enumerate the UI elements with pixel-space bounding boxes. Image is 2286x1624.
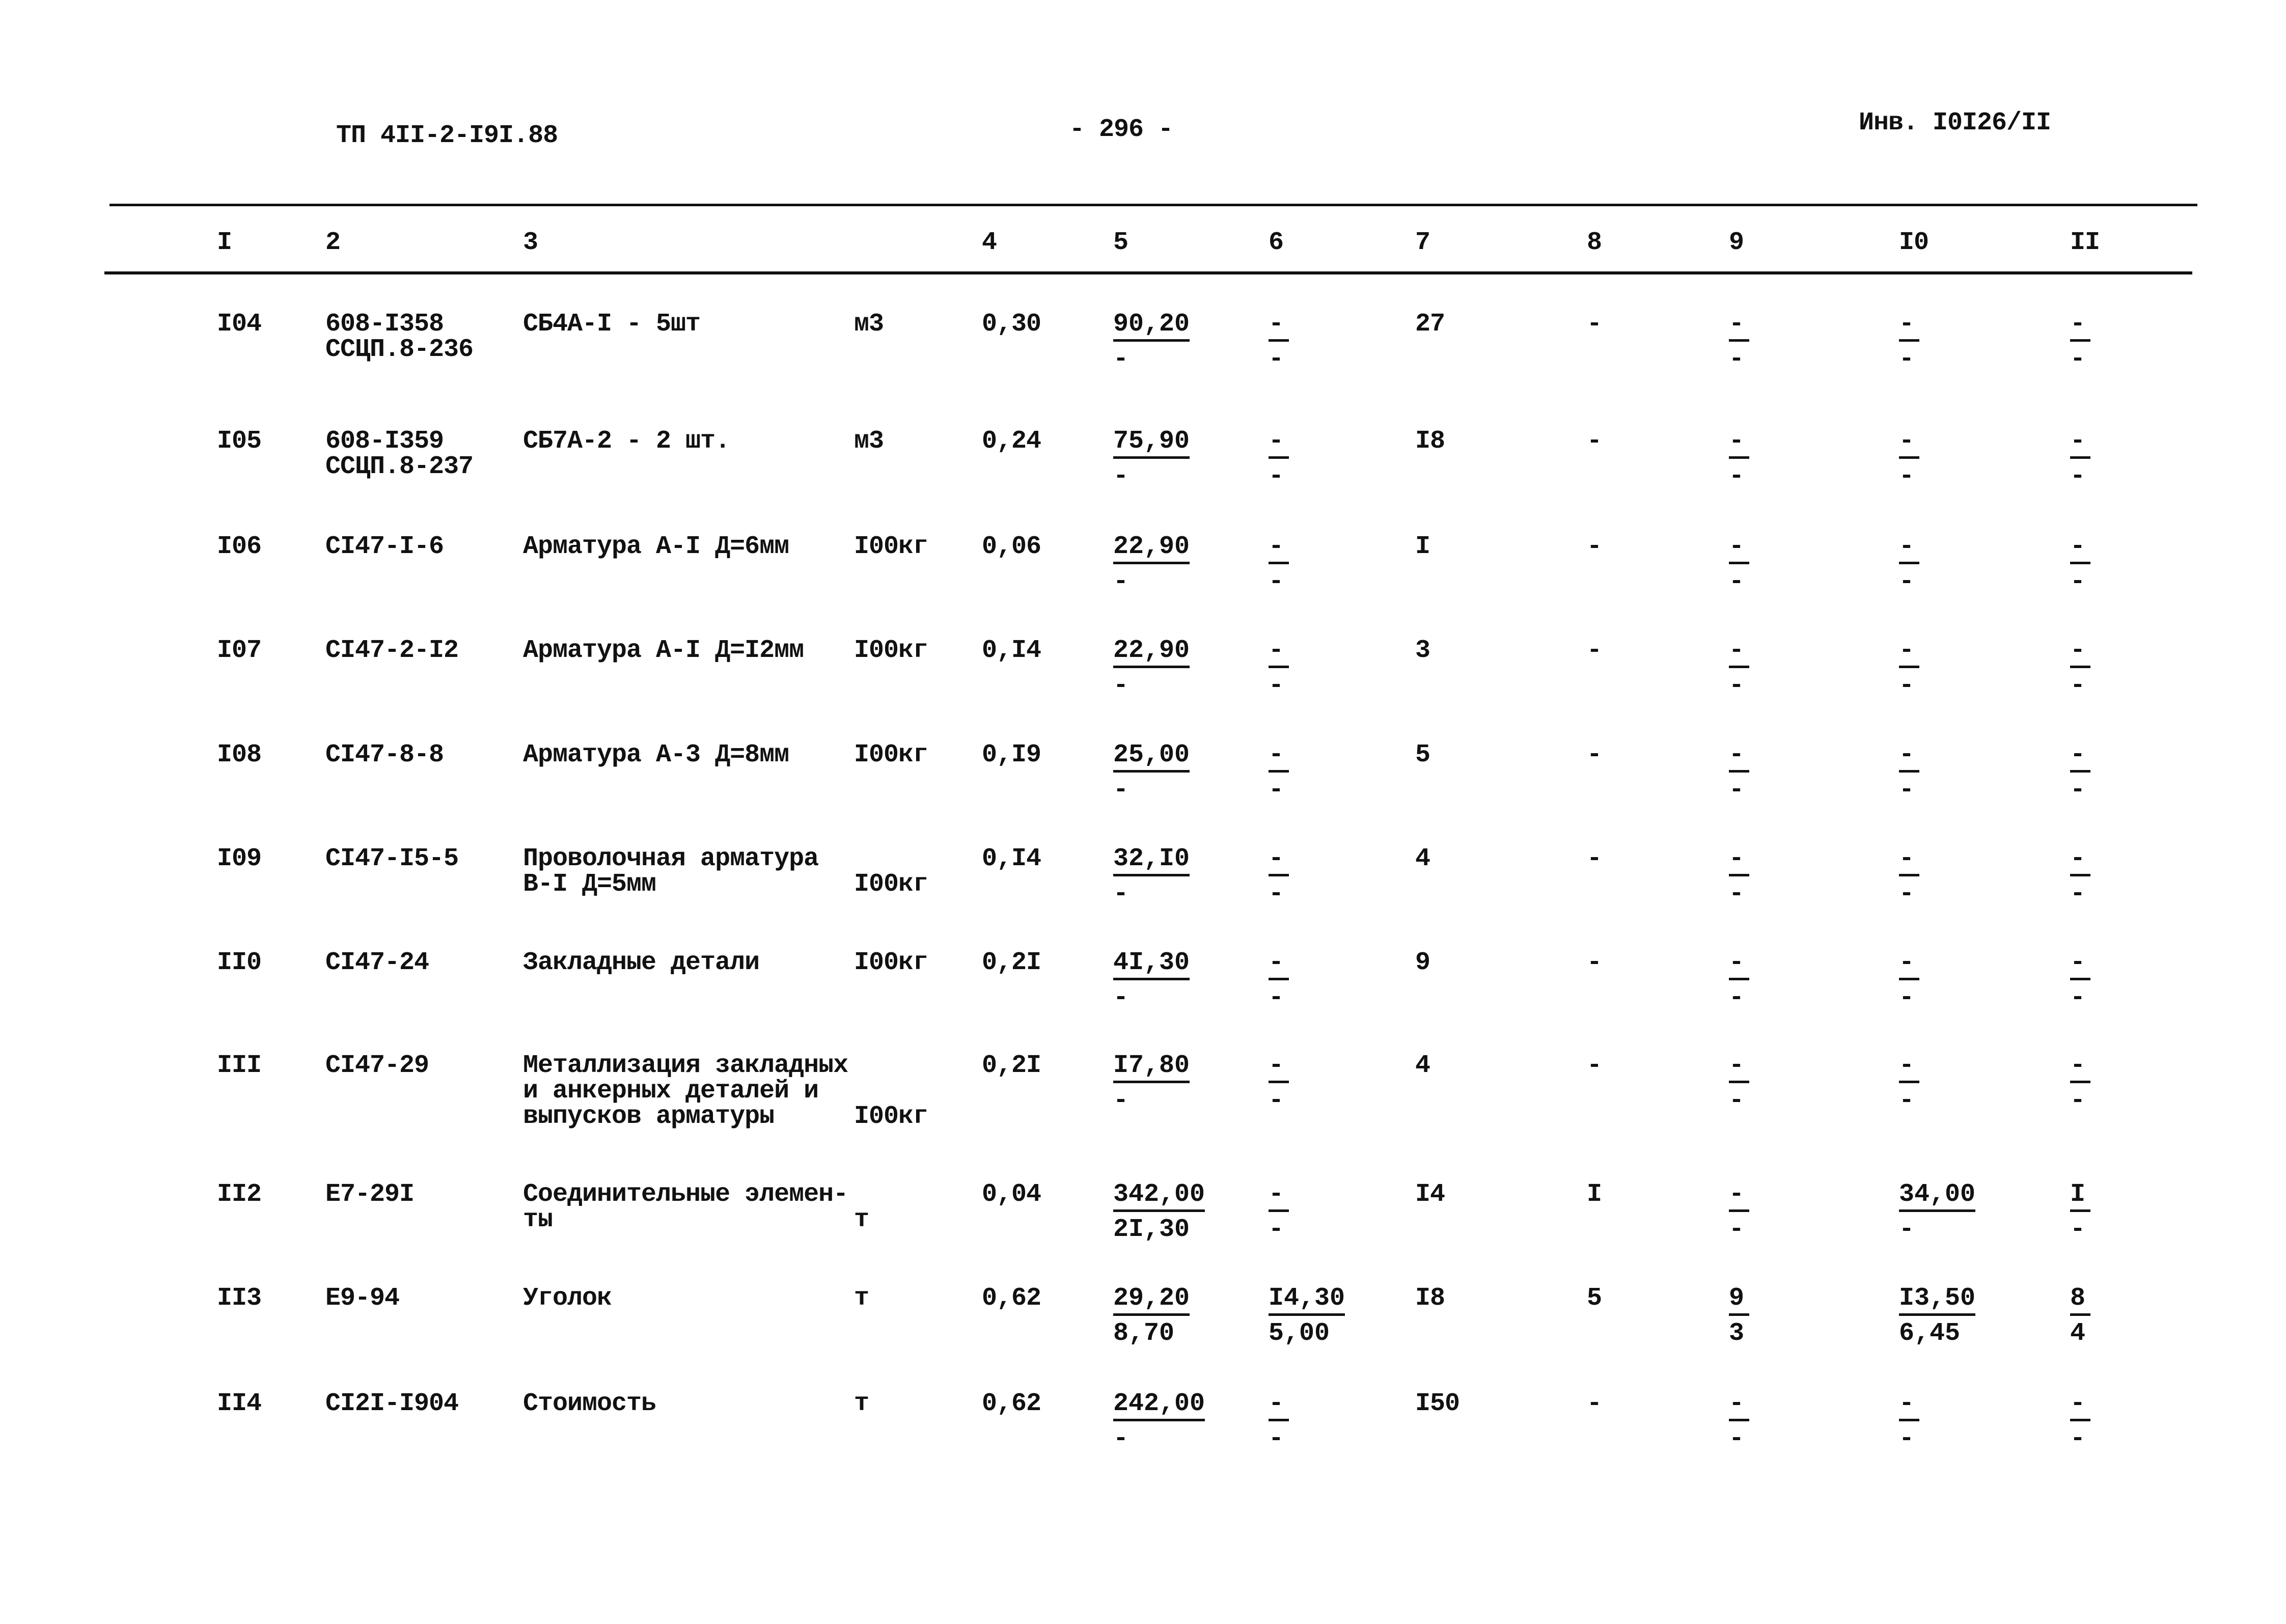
unit-cost-numerator: 22,90	[1113, 637, 1190, 668]
col11-value	[2070, 741, 2090, 804]
column-header-9: 9	[1729, 228, 1744, 257]
norm-code: CI47-I-6	[325, 532, 444, 561]
col8-value: -	[1587, 427, 1602, 456]
col6-value	[1269, 1181, 1289, 1244]
col9-value	[1729, 1285, 1749, 1347]
col10-value-numerator: 34,00	[1899, 1181, 1975, 1212]
work-description: Проволочная арматура	[523, 844, 819, 873]
col7-value: I8	[1415, 427, 1445, 456]
col6-value-numerator: -	[1269, 1390, 1289, 1421]
col11-value-numerator: -	[2070, 1052, 2090, 1083]
col6-value	[1269, 949, 1289, 1012]
col9-value-numerator: -	[1729, 1052, 1749, 1083]
unit-cost-denominator: -	[1113, 671, 1129, 700]
quantity: 0,2I	[982, 1051, 1041, 1080]
col9-value-denominator: -	[1729, 983, 1745, 1012]
column-header-5: 5	[1113, 228, 1128, 257]
norm-code: CI47-24	[325, 948, 429, 977]
col11-value-denominator: -	[2070, 879, 2086, 909]
col6-value-denominator: -	[1269, 879, 1284, 909]
col11-value	[2070, 1285, 2090, 1347]
col11-value-denominator: -	[2070, 776, 2086, 805]
unit-cost-numerator: 29,20	[1113, 1285, 1190, 1316]
col7-value: 4	[1415, 844, 1430, 873]
row-number: II2	[217, 1180, 262, 1209]
col6-value	[1269, 845, 1289, 908]
col10-value-numerator: -	[1899, 428, 1919, 459]
col10-value	[1899, 1181, 1975, 1244]
norm-code: CI47-8-8	[325, 740, 444, 769]
col10-value	[1899, 533, 1919, 596]
col6-value-denominator: -	[1269, 776, 1284, 805]
col11-value-denominator: -	[2070, 567, 2086, 596]
col11-value-numerator: -	[2070, 637, 2090, 668]
col10-value-denominator: -	[1899, 671, 1915, 700]
row-number: I04	[217, 310, 262, 339]
col7-value: I8	[1415, 1284, 1445, 1313]
unit-cost-numerator: I7,80	[1113, 1052, 1190, 1083]
unit: I00кг	[854, 870, 928, 899]
work-description: и анкерных деталей и	[523, 1077, 819, 1106]
col9-value-numerator: -	[1729, 1181, 1749, 1212]
col9-value	[1729, 428, 1749, 490]
unit-cost-denominator: 2I,30	[1113, 1215, 1190, 1244]
unit-cost-denominator: -	[1113, 879, 1129, 909]
unit-cost-denominator: 8,70	[1113, 1319, 1175, 1348]
col10-value-numerator: -	[1899, 533, 1919, 564]
col9-value-denominator: 3	[1729, 1319, 1745, 1348]
col11-value-denominator: -	[2070, 671, 2086, 700]
col10-value-denominator: -	[1899, 345, 1915, 374]
col9-value	[1729, 637, 1749, 700]
col7-value: 9	[1415, 948, 1430, 977]
unit-cost	[1113, 845, 1190, 908]
col9-value-denominator: -	[1729, 1215, 1745, 1244]
col7-value: 4	[1415, 1051, 1430, 1080]
col9-value-numerator: -	[1729, 311, 1749, 342]
col10-value	[1899, 949, 1919, 1012]
col8-value: -	[1587, 532, 1602, 561]
column-header-6: 6	[1269, 228, 1284, 257]
work-description: В-I Д=5мм	[523, 870, 656, 899]
col11-value-denominator: -	[2070, 983, 2086, 1012]
unit: м3	[854, 310, 884, 339]
col6-value-denominator: -	[1269, 671, 1284, 700]
col10-value-numerator: -	[1899, 845, 1919, 876]
col6-value	[1269, 637, 1289, 700]
row-number: II4	[217, 1389, 262, 1418]
unit-cost	[1113, 1181, 1205, 1244]
col9-value	[1729, 1390, 1749, 1453]
col6-value-numerator: -	[1269, 949, 1289, 980]
col6-value-numerator: -	[1269, 311, 1289, 342]
unit-cost-numerator: 22,90	[1113, 533, 1190, 564]
work-description: Арматура А-3 Д=8мм	[523, 740, 789, 769]
col9-value-numerator: -	[1729, 533, 1749, 564]
col6-value-denominator: -	[1269, 1215, 1284, 1244]
col6-value-numerator: -	[1269, 428, 1289, 459]
unit-cost	[1113, 428, 1190, 490]
table-header-border	[104, 271, 2192, 274]
col11-value-numerator: -	[2070, 1390, 2090, 1421]
unit: т	[854, 1205, 869, 1234]
unit-cost-denominator: -	[1113, 1424, 1129, 1453]
col10-value-numerator: I3,50	[1899, 1285, 1975, 1316]
norm-code: ССЦП.8-236	[325, 335, 474, 364]
col8-value: 5	[1587, 1284, 1602, 1313]
col10-value	[1899, 311, 1919, 373]
unit: м3	[854, 427, 884, 456]
quantity: 0,30	[982, 310, 1041, 339]
work-description: Соединительные элемен-	[523, 1180, 848, 1209]
unit-cost-denominator: -	[1113, 567, 1129, 596]
row-number: II3	[217, 1284, 262, 1313]
work-description: Уголок	[523, 1284, 612, 1313]
col11-value	[2070, 428, 2090, 490]
work-description: Арматура А-I Д=I2мм	[523, 636, 804, 665]
column-header-1: I	[217, 228, 232, 257]
col6-value	[1269, 1390, 1289, 1453]
unit-cost	[1113, 637, 1190, 700]
col9-value-numerator: 9	[1729, 1285, 1749, 1316]
unit-cost-numerator: 25,00	[1113, 741, 1190, 773]
row-number: I05	[217, 427, 262, 456]
col8-value: -	[1587, 948, 1602, 977]
col11-value-numerator: -	[2070, 311, 2090, 342]
col11-value-denominator: -	[2070, 1424, 2086, 1453]
col11-value	[2070, 1181, 2090, 1244]
col6-value-numerator: -	[1269, 637, 1289, 668]
norm-code: CI2I-I904	[325, 1389, 459, 1418]
col11-value-denominator: -	[2070, 1086, 2086, 1115]
col6-value-denominator: -	[1269, 1086, 1284, 1115]
col6-value	[1269, 1052, 1289, 1115]
col10-value	[1899, 1052, 1919, 1115]
unit: т	[854, 1284, 869, 1313]
col11-value-numerator: -	[2070, 949, 2090, 980]
col6-value	[1269, 428, 1289, 490]
col11-value-numerator: -	[2070, 533, 2090, 564]
unit-cost-numerator: 342,00	[1113, 1181, 1205, 1212]
norm-code: E9-94	[325, 1284, 400, 1313]
col6-value-denominator: -	[1269, 567, 1284, 596]
col9-value-denominator: -	[1729, 345, 1745, 374]
col6-value-denominator: -	[1269, 983, 1284, 1012]
col11-value-denominator: -	[2070, 1215, 2086, 1244]
quantity: 0,24	[982, 427, 1041, 456]
unit: I00кг	[854, 948, 928, 977]
col10-value	[1899, 741, 1919, 804]
col10-value	[1899, 1390, 1919, 1453]
col9-value	[1729, 949, 1749, 1012]
col6-value-numerator: -	[1269, 845, 1289, 876]
norm-code: E7-29I	[325, 1180, 415, 1209]
col11-value	[2070, 845, 2090, 908]
unit-cost-denominator: -	[1113, 345, 1129, 374]
unit-cost-denominator: -	[1113, 462, 1129, 491]
col10-value-denominator: -	[1899, 1086, 1915, 1115]
unit-cost-numerator: 242,00	[1113, 1390, 1205, 1421]
norm-code: ССЦП.8-237	[325, 452, 474, 481]
col9-value	[1729, 311, 1749, 373]
quantity: 0,2I	[982, 948, 1041, 977]
unit-cost	[1113, 311, 1190, 373]
col10-value-denominator: 6,45	[1899, 1319, 1961, 1348]
col8-value: -	[1587, 636, 1602, 665]
col11-value-numerator: -	[2070, 428, 2090, 459]
work-description: Арматура А-I Д=6мм	[523, 532, 789, 561]
col10-value	[1899, 1285, 1975, 1347]
col10-value-numerator: -	[1899, 311, 1919, 342]
col6-value-denominator: 5,00	[1269, 1319, 1330, 1348]
col7-value: I	[1415, 532, 1430, 561]
col11-value-numerator: I	[2070, 1181, 2090, 1212]
col6-value-denominator: -	[1269, 345, 1284, 374]
col6-value-denominator: -	[1269, 462, 1284, 491]
col8-value: -	[1587, 1389, 1602, 1418]
col9-value-denominator: -	[1729, 1424, 1745, 1453]
col10-value-denominator: -	[1899, 462, 1915, 491]
col9-value	[1729, 845, 1749, 908]
col11-value-denominator: -	[2070, 462, 2086, 491]
unit-cost-numerator: 90,20	[1113, 311, 1190, 342]
col8-value: -	[1587, 310, 1602, 339]
col9-value	[1729, 741, 1749, 804]
work-description: СБ7А-2 - 2 шт.	[523, 427, 730, 456]
work-description: выпусков арматуры	[523, 1102, 775, 1131]
col10-value-denominator: -	[1899, 983, 1915, 1012]
col6-value	[1269, 311, 1289, 373]
work-description: Закладные детали	[523, 948, 760, 977]
row-number: I07	[217, 636, 262, 665]
quantity: 0,I9	[982, 740, 1041, 769]
unit-cost-denominator: -	[1113, 776, 1129, 805]
quantity: 0,I4	[982, 844, 1041, 873]
column-header-4: 4	[982, 228, 997, 257]
unit-cost-denominator: -	[1113, 983, 1129, 1012]
work-description: Стоимость	[523, 1389, 656, 1418]
col6-value	[1269, 1285, 1345, 1347]
col11-value	[2070, 1052, 2090, 1115]
table-top-border	[109, 204, 2197, 206]
unit: I00кг	[854, 1102, 928, 1131]
document-code: ТП 4II-2-I9I.88	[336, 121, 558, 150]
col9-value-denominator: -	[1729, 1086, 1745, 1115]
unit: I00кг	[854, 740, 928, 769]
unit-cost-numerator: 32,I0	[1113, 845, 1190, 876]
col6-value	[1269, 533, 1289, 596]
column-header-11: II	[2070, 228, 2100, 257]
col10-value-numerator: -	[1899, 1390, 1919, 1421]
col11-value	[2070, 949, 2090, 1012]
column-header-10: I0	[1899, 228, 1929, 257]
unit-cost-numerator: 4I,30	[1113, 949, 1190, 980]
col6-value-numerator: -	[1269, 1052, 1289, 1083]
col7-value: I50	[1415, 1389, 1460, 1418]
col6-value-numerator: -	[1269, 533, 1289, 564]
col11-value	[2070, 1390, 2090, 1453]
col9-value-numerator: -	[1729, 637, 1749, 668]
col10-value-denominator: -	[1899, 776, 1915, 805]
unit-cost	[1113, 741, 1190, 804]
unit-cost	[1113, 949, 1190, 1012]
col11-value	[2070, 311, 2090, 373]
col6-value-numerator: -	[1269, 741, 1289, 773]
column-header-3: 3	[523, 228, 538, 257]
col10-value-denominator: -	[1899, 567, 1915, 596]
col11-value-denominator: -	[2070, 345, 2086, 374]
norm-code: CI47-2-I2	[325, 636, 459, 665]
col10-value-numerator: -	[1899, 1052, 1919, 1083]
col11-value	[2070, 637, 2090, 700]
unit-cost	[1113, 1390, 1205, 1453]
norm-code: CI47-I5-5	[325, 844, 459, 873]
unit: т	[854, 1389, 869, 1418]
col7-value: 3	[1415, 636, 1430, 665]
unit-cost-denominator: -	[1113, 1086, 1129, 1115]
col8-value: I	[1587, 1180, 1602, 1209]
unit-cost	[1113, 1285, 1190, 1347]
col10-value-numerator: -	[1899, 741, 1919, 773]
col10-value-denominator: -	[1899, 1424, 1915, 1453]
col10-value-numerator: -	[1899, 949, 1919, 980]
norm-code: CI47-29	[325, 1051, 429, 1080]
col6-value-denominator: -	[1269, 1424, 1284, 1453]
page-number: - 296 -	[1069, 115, 1173, 144]
col11-value-numerator: -	[2070, 741, 2090, 773]
col10-value-denominator: -	[1899, 1215, 1915, 1244]
col11-value-numerator: 8	[2070, 1285, 2090, 1316]
col10-value-numerator: -	[1899, 637, 1919, 668]
inventory-number: Инв. I0I26/II	[1859, 108, 2051, 137]
col9-value-denominator: -	[1729, 776, 1745, 805]
col8-value: -	[1587, 844, 1602, 873]
col9-value-denominator: -	[1729, 462, 1745, 491]
col9-value-numerator: -	[1729, 1390, 1749, 1421]
col10-value	[1899, 637, 1919, 700]
col6-value-numerator: I4,30	[1269, 1285, 1345, 1316]
col9-value	[1729, 1181, 1749, 1244]
unit-cost	[1113, 1052, 1190, 1115]
quantity: 0,62	[982, 1284, 1041, 1313]
norm-code: 608-I358	[325, 310, 444, 339]
column-header-8: 8	[1587, 228, 1602, 257]
norm-code: 608-I359	[325, 427, 444, 456]
col9-value-numerator: -	[1729, 949, 1749, 980]
col10-value	[1899, 845, 1919, 908]
quantity: 0,62	[982, 1389, 1041, 1418]
unit-cost	[1113, 533, 1190, 596]
column-header-2: 2	[325, 228, 341, 257]
col8-value: -	[1587, 740, 1602, 769]
row-number: III	[217, 1051, 262, 1080]
work-description: СБ4А-I - 5шт	[523, 310, 701, 339]
quantity: 0,04	[982, 1180, 1041, 1209]
col11-value-numerator: -	[2070, 845, 2090, 876]
col9-value-numerator: -	[1729, 741, 1749, 773]
unit: I00кг	[854, 636, 928, 665]
unit: I00кг	[854, 532, 928, 561]
col10-value-denominator: -	[1899, 879, 1915, 909]
work-description: Металлизация закладных	[523, 1051, 848, 1080]
col9-value-denominator: -	[1729, 671, 1745, 700]
unit-cost-numerator: 75,90	[1113, 428, 1190, 459]
row-number: I08	[217, 740, 262, 769]
row-number: I06	[217, 532, 262, 561]
col10-value	[1899, 428, 1919, 490]
col9-value	[1729, 533, 1749, 596]
work-description: ты	[523, 1205, 553, 1234]
col9-value	[1729, 1052, 1749, 1115]
quantity: 0,I4	[982, 636, 1041, 665]
col6-value	[1269, 741, 1289, 804]
quantity: 0,06	[982, 532, 1041, 561]
column-header-7: 7	[1415, 228, 1430, 257]
col6-value-numerator: -	[1269, 1181, 1289, 1212]
col7-value: 27	[1415, 310, 1445, 339]
col7-value: 5	[1415, 740, 1430, 769]
col11-value	[2070, 533, 2090, 596]
col9-value-numerator: -	[1729, 845, 1749, 876]
row-number: I09	[217, 844, 262, 873]
col8-value: -	[1587, 1051, 1602, 1080]
col9-value-denominator: -	[1729, 879, 1745, 909]
row-number: II0	[217, 948, 262, 977]
col11-value-denominator: 4	[2070, 1319, 2086, 1348]
col9-value-numerator: -	[1729, 428, 1749, 459]
col7-value: I4	[1415, 1180, 1445, 1209]
col9-value-denominator: -	[1729, 567, 1745, 596]
